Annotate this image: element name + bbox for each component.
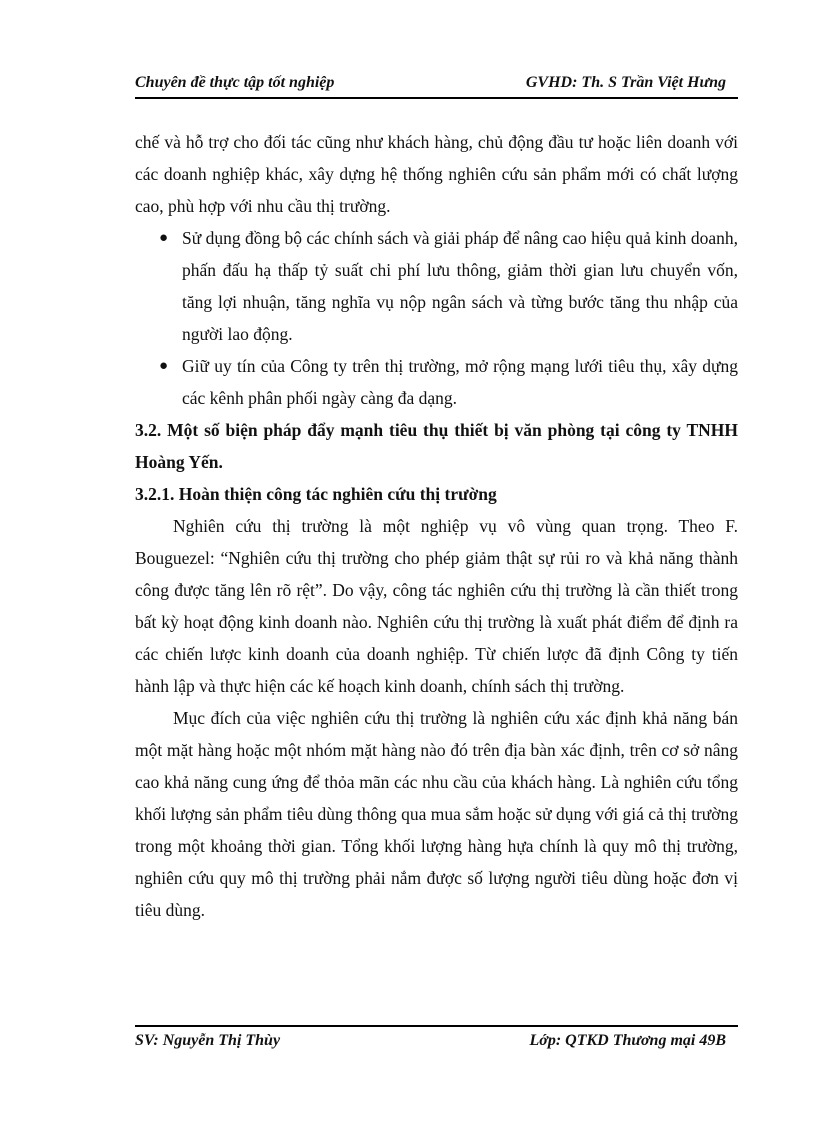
header-advisor: GVHD: Th. S Trần Việt Hưng — [525, 74, 726, 91]
body-paragraph-1: Nghiên cứu thị trường là một nghiệp vụ vô vùng quan trọng. Theo F. Bouguezel: “Nghiên cứu thị trường cho phép giảm thật sự rủi ro và khả năng thành công được tăng lên rõ rệt”. Do vậy, công tác nghiên cứu thị trường là cần thiết trong bất kỳ hoạt động kinh doanh nào. Nghiên cứu thị trường là xuất phát điểm để định ra các chiến lược kinh doanh của doanh nghiệp. Từ chiến lược đã định Công ty tiến hành lập và thực hiện các kế hoạch kinh doanh, chính sách thị trường. — [135, 516, 738, 696]
bullet-list — [135, 222, 738, 414]
footer-student-name: SV: Nguyễn Thị Thùy — [135, 1032, 281, 1049]
bullet-icon: ● — [159, 358, 169, 374]
footer-class: Lớp: QTKD Thương mại 49B — [529, 1032, 726, 1049]
bullet-icon: ● — [159, 230, 169, 246]
subsection-heading: 3.2.1. Hoàn thiện công tác nghiên cứu thị trường — [135, 484, 497, 504]
intro-paragraph: chế và hỗ trợ cho đối tác cũng như khách hàng, chủ động đầu tư hoặc liên doanh với các doanh nghiệp khác, xây dựng hệ thống nghiên cứu sản phẩm mới có chất lượng cao, phù hợp với nhu cầu thị trường. — [135, 132, 738, 216]
list-item — [135, 222, 738, 350]
list-item-text: Sử dụng đồng bộ các chính sách và giải pháp để nâng cao hiệu quả kinh doanh, phấn đấu hạ thấp tỷ suất chi phí lưu thông, giảm thời gian lưu chuyển vốn, tăng lợi nhuận, tăng nghĩa vụ nộp ngân sách và từng bước tăng thu nhập của người lao động. — [182, 228, 738, 344]
page-header — [135, 74, 738, 99]
list-item-text: Giữ uy tín của Công ty trên thị trường, mở rộng mạng lưới tiêu thụ, xây dựng các kênh phân phối ngày càng đa dạng. — [182, 356, 738, 408]
page-footer — [135, 1025, 738, 1050]
list-item — [135, 350, 738, 414]
page-content — [135, 126, 738, 926]
header-document-title: Chuyên đề thực tập tốt nghiệp — [135, 74, 335, 91]
section-heading: 3.2. Một số biện pháp đẩy mạnh tiêu thụ thiết bị văn phòng tại công ty TNHH Hoàng Yến. — [135, 420, 738, 472]
body-paragraph-2: Mục đích của việc nghiên cứu thị trường là nghiên cứu xác định khả năng bán một mặt hàng hoặc một nhóm mặt hàng nào đó trên địa bàn xác định, trên cơ sở nâng cao khả năng cung ứng để thỏa mãn các nhu cầu của khách hàng. Là nghiên cứu tổng khối lượng sản phẩm tiêu dùng thông qua mua sắm hoặc sử dụng với giá cả thị trường trong một khoảng thời gian. Tổng khối lượng hàng hựa chính là quy mô thị trường, nghiên cứu quy mô thị trường phải nắm được số lượng người tiêu dùng hoặc đơn vị tiêu dùng. — [135, 708, 738, 920]
